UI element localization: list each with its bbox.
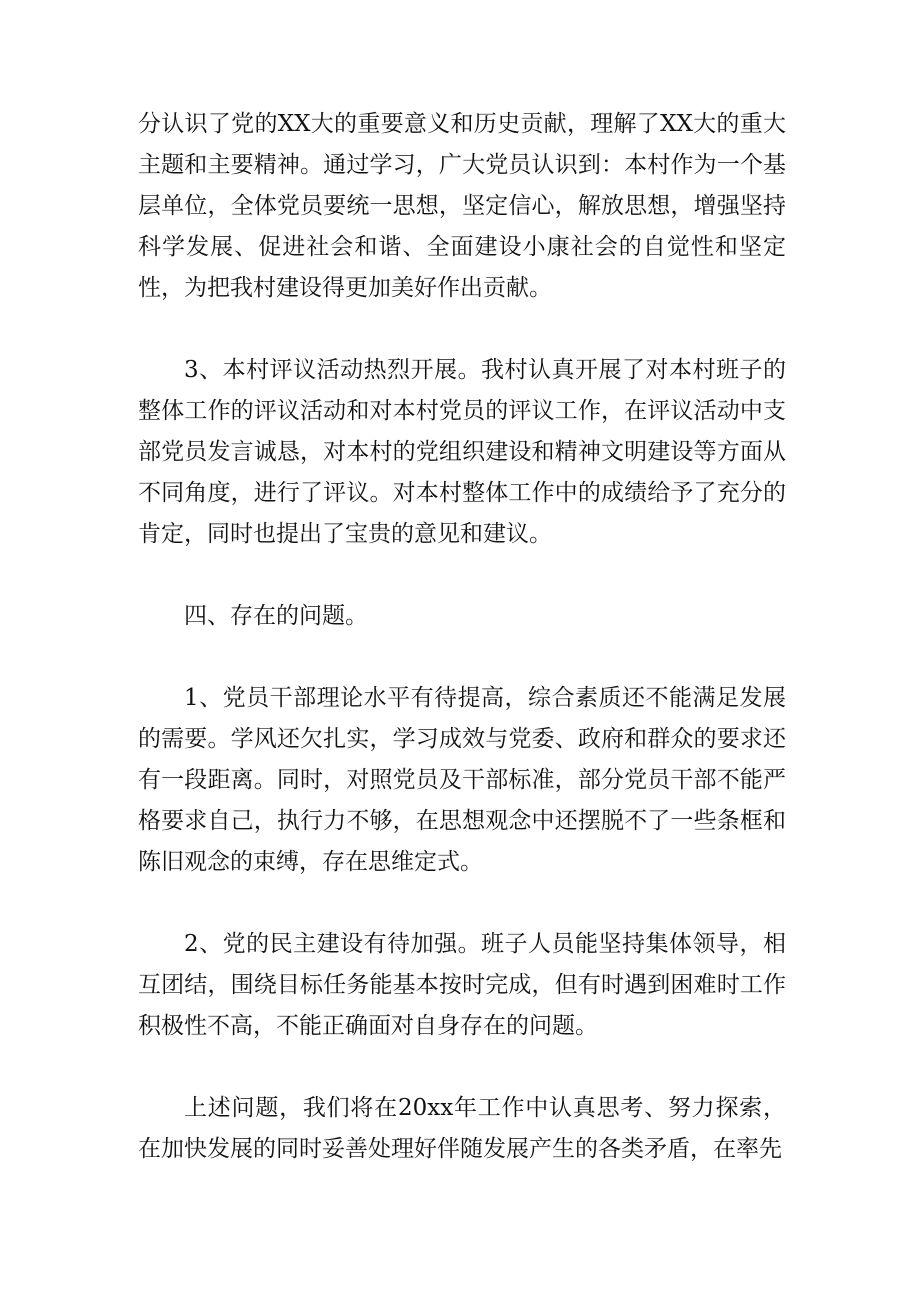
section-heading-problems: 四、存在的问题。 [184, 603, 368, 629]
paragraph-review-activity: 3、本村评议活动热烈开展。我村认真开展了对本村班子的整体工作的评议活动和对本村党员的评议工作，在评议活动中支部党员发言诚恳，对本村的党组织建设和精神文明建设等方面从不同角度，进行了评议。对本村整体工作中的成绩给予了充分的肯定，同时也提出了宝贵的意见和建议。 [138, 357, 786, 547]
paragraph-problem-2: 2、党的民主建设有待加强。班子人员能坚持集体领导，相互团结，围绕目标任务能基本按时完成，但有时遇到困难时工作积极性不高，不能正确面对自身存在的问题。 [138, 931, 786, 1039]
paragraph-gap [138, 637, 786, 678]
paragraph-gap [138, 555, 786, 596]
paragraph-gap [138, 1047, 786, 1088]
paragraph-gap [138, 309, 786, 350]
paragraph-continued: 分认识了党的XX大的重要意义和历史贡献，理解了XX大的重大主题和主要精神。通过学习，广大党员认识到：本村作为一个基层单位，全体党员要统一思想，坚定信心，解放思想，增强坚持科学发展、促进社会和谐、全面建设小康社会的自觉性和坚定性，为把我村建设得更加美好作出贡献。 [138, 111, 786, 301]
paragraph-problem-1: 1、党员干部理论水平有待提高，综合素质还不能满足发展的需要。学风还欠扎实，学习成效与党委、政府和群众的要求还有一段距离。同时，对照党员及干部标准，部分党员干部不能严格要求自己，执行力不够，在思想观念中还摆脱不了一些条框和陈旧观念的束缚，存在思维定式。 [138, 685, 786, 875]
paragraph-gap [138, 883, 786, 924]
document-body [138, 104, 786, 1170]
paragraph-conclusion: 上述问题，我们将在20xx年工作中认真思考、努力探索，在加快发展的同时妥善处理好伴随发展产生的各类矛盾，在率先 [138, 1095, 786, 1162]
